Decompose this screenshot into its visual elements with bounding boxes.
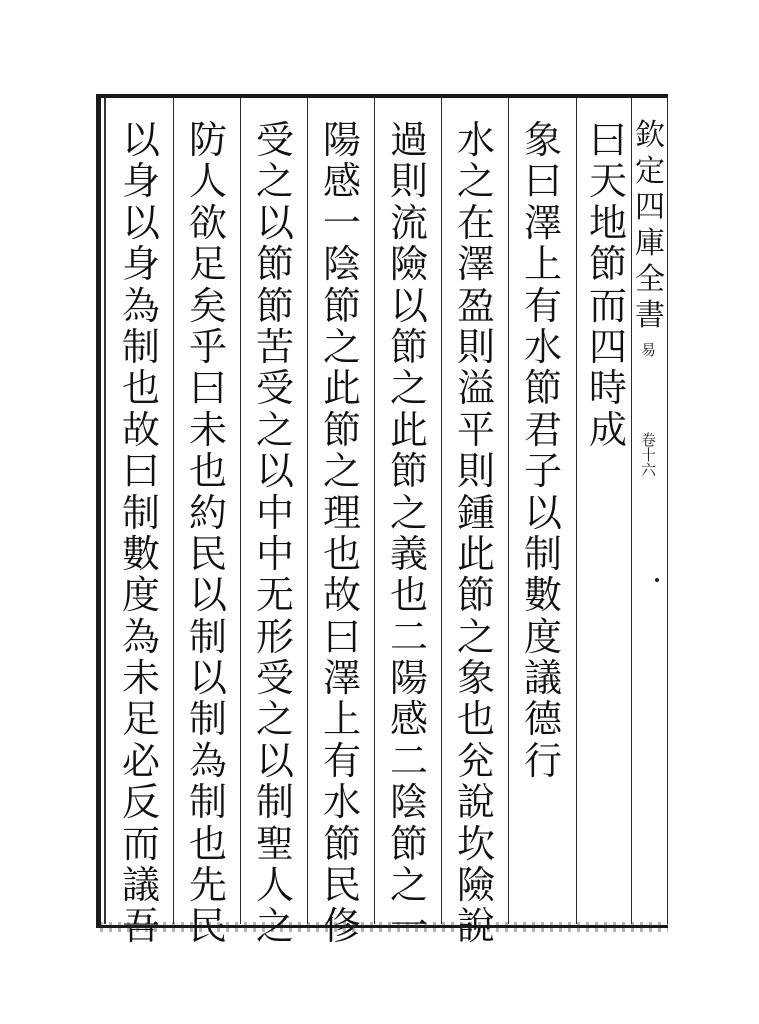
glyph: 德	[523, 697, 562, 742]
glyph: 陰	[322, 242, 361, 287]
glyph: 民	[188, 904, 227, 949]
glyph: 受	[255, 118, 294, 162]
glyph: 澤	[322, 656, 361, 701]
glyph: 足	[188, 242, 227, 287]
glyph: 也	[389, 573, 428, 618]
glyph: 而	[588, 283, 627, 328]
text-column-8	[113, 118, 169, 949]
glyph: 也	[188, 821, 227, 866]
glyph: 之	[389, 863, 428, 908]
glyph: 約	[188, 490, 227, 535]
glyph: 吾	[121, 904, 160, 949]
glyph: 節	[255, 242, 294, 287]
glyph: 以	[188, 656, 227, 701]
glyph: 欲	[188, 200, 227, 245]
glyph: 之	[389, 490, 428, 535]
glyph: 中	[255, 531, 294, 576]
glyph: 以	[523, 490, 562, 535]
margin-title-glyph: 四	[635, 190, 665, 225]
glyph: 以	[188, 573, 227, 618]
glyph: 也	[188, 449, 227, 494]
glyph: 以	[255, 738, 294, 783]
glyph: 節	[389, 324, 428, 369]
glyph: 坎	[456, 821, 495, 866]
glyph: 矣	[188, 283, 227, 328]
glyph: 節	[389, 821, 428, 866]
glyph: 之	[322, 324, 361, 369]
margin-dot	[655, 578, 659, 582]
text-column-1	[580, 120, 636, 920]
glyph: 以	[121, 118, 160, 162]
glyph: 在	[456, 200, 495, 245]
glyph: 有	[523, 283, 562, 328]
glyph: 溢	[456, 366, 495, 411]
glyph: 制	[121, 490, 160, 535]
glyph: 之	[322, 449, 361, 494]
glyph: 議	[523, 656, 562, 701]
glyph: 節	[322, 283, 361, 328]
text-column-3	[448, 118, 504, 949]
glyph: 陽	[322, 118, 361, 162]
glyph: 也	[121, 366, 160, 411]
column-rule	[441, 98, 442, 924]
margin-volume: 卷十六	[639, 432, 657, 477]
glyph: 二	[389, 614, 428, 659]
glyph: 曰	[322, 614, 361, 659]
glyph: 則	[389, 159, 428, 204]
glyph: 節	[255, 283, 294, 328]
glyph: 也	[456, 697, 495, 742]
glyph: 故	[322, 573, 361, 618]
text-column-6	[247, 118, 303, 949]
glyph: 行	[523, 738, 562, 783]
glyph: 制	[523, 531, 562, 576]
glyph: 反	[121, 780, 160, 825]
glyph: 以	[121, 200, 160, 245]
glyph: 則	[456, 324, 495, 369]
glyph: 君	[523, 407, 562, 452]
glyph: 形	[255, 614, 294, 659]
glyph: 險	[456, 863, 495, 908]
glyph: 受	[255, 366, 294, 411]
glyph: 水	[322, 780, 361, 825]
margin-title-glyph: 欽	[635, 118, 665, 153]
glyph: 節	[389, 449, 428, 494]
glyph: 鍾	[456, 490, 495, 535]
glyph: 過	[389, 118, 428, 162]
glyph: 險	[389, 242, 428, 287]
glyph: 足	[121, 697, 160, 742]
glyph: 之	[456, 159, 495, 204]
glyph: 節	[456, 573, 495, 618]
glyph: 以	[255, 449, 294, 494]
glyph: 之	[389, 366, 428, 411]
margin-title-glyph: 全	[635, 262, 665, 297]
glyph: 此	[456, 531, 495, 576]
glyph: 二	[389, 738, 428, 783]
glyph: 防	[188, 118, 227, 162]
glyph: 制	[188, 614, 227, 659]
glyph: 身	[121, 159, 160, 204]
glyph: 人	[255, 863, 294, 908]
glyph: 議	[121, 863, 160, 908]
glyph: 義	[389, 531, 428, 576]
glyph: 水	[523, 324, 562, 369]
glyph: 平	[456, 407, 495, 452]
glyph: 之	[255, 407, 294, 452]
glyph: 未	[188, 407, 227, 452]
glyph: 感	[322, 159, 361, 204]
margin-title-glyph: 定	[635, 154, 665, 189]
glyph: 故	[121, 407, 160, 452]
glyph: 象	[456, 656, 495, 701]
glyph: 曰	[188, 366, 227, 411]
text-column-7	[180, 118, 236, 949]
glyph: 為	[188, 738, 227, 783]
text-column-4	[381, 118, 437, 949]
glyph: 上	[322, 697, 361, 742]
glyph: 一	[389, 904, 428, 949]
glyph: 水	[456, 118, 495, 162]
glyph: 四	[588, 324, 627, 369]
glyph: 乎	[188, 324, 227, 369]
glyph: 有	[322, 738, 361, 783]
column-rule	[240, 98, 241, 924]
margin-book-title: 易	[639, 342, 657, 357]
glyph: 苦	[255, 324, 294, 369]
text-column-5	[314, 118, 370, 949]
glyph: 子	[523, 449, 562, 494]
glyph: 此	[389, 407, 428, 452]
glyph: 澤	[456, 242, 495, 287]
glyph: 以	[389, 283, 428, 328]
margin-title-glyph: 庫	[635, 226, 665, 261]
glyph: 理	[322, 490, 361, 535]
glyph: 身	[121, 242, 160, 287]
glyph: 節	[523, 366, 562, 411]
glyph: 天	[588, 159, 627, 204]
glyph: 民	[188, 531, 227, 576]
glyph: 陽	[389, 656, 428, 701]
glyph: 度	[523, 614, 562, 659]
scan-edge-noise	[100, 922, 668, 932]
glyph: 曰	[121, 449, 160, 494]
glyph: 則	[456, 449, 495, 494]
glyph: 之	[456, 614, 495, 659]
glyph: 為	[121, 283, 160, 328]
glyph: 之	[255, 159, 294, 204]
glyph: 節	[322, 407, 361, 452]
glyph: 先	[188, 863, 227, 908]
glyph: 未	[121, 656, 160, 701]
glyph: 為	[121, 614, 160, 659]
margin-title-glyph: 書	[635, 298, 665, 333]
glyph: 時	[588, 366, 627, 411]
glyph: 人	[188, 159, 227, 204]
column-rule	[576, 98, 577, 924]
glyph: 兊	[456, 738, 495, 783]
glyph: 中	[255, 490, 294, 535]
text-column-2	[515, 120, 571, 920]
glyph: 數	[523, 573, 562, 618]
glyph: 之	[255, 697, 294, 742]
glyph: 節	[322, 821, 361, 866]
glyph: 无	[255, 573, 294, 618]
glyph: 以	[255, 200, 294, 245]
glyph: 度	[121, 573, 160, 618]
glyph: 地	[588, 200, 627, 245]
glyph: 感	[389, 697, 428, 742]
glyph: 陰	[389, 780, 428, 825]
glyph: 民	[322, 863, 361, 908]
glyph: 之	[255, 904, 294, 949]
column-rule	[508, 98, 509, 924]
column-rule	[173, 98, 174, 924]
glyph: 曰	[588, 118, 627, 162]
glyph: 象	[523, 118, 562, 162]
glyph: 說	[456, 780, 495, 825]
glyph: 也	[322, 531, 361, 576]
glyph: 必	[121, 738, 160, 783]
glyph: 成	[588, 407, 627, 452]
glyph: 上	[523, 242, 562, 287]
page-border-inner-line	[104, 98, 106, 924]
glyph: 俢	[322, 904, 361, 949]
glyph: 一	[322, 200, 361, 245]
glyph: 制	[121, 324, 160, 369]
glyph: 制	[255, 780, 294, 825]
glyph: 盈	[456, 283, 495, 328]
glyph: 制	[188, 697, 227, 742]
glyph: 數	[121, 531, 160, 576]
glyph: 曰	[523, 159, 562, 204]
glyph: 受	[255, 656, 294, 701]
glyph: 聖	[255, 821, 294, 866]
glyph: 說	[456, 904, 495, 949]
glyph: 澤	[523, 200, 562, 245]
glyph: 節	[588, 242, 627, 287]
glyph: 此	[322, 366, 361, 411]
glyph: 而	[121, 821, 160, 866]
glyph: 流	[389, 200, 428, 245]
glyph: 制	[188, 780, 227, 825]
column-rule	[374, 98, 375, 924]
column-rule	[307, 98, 308, 924]
